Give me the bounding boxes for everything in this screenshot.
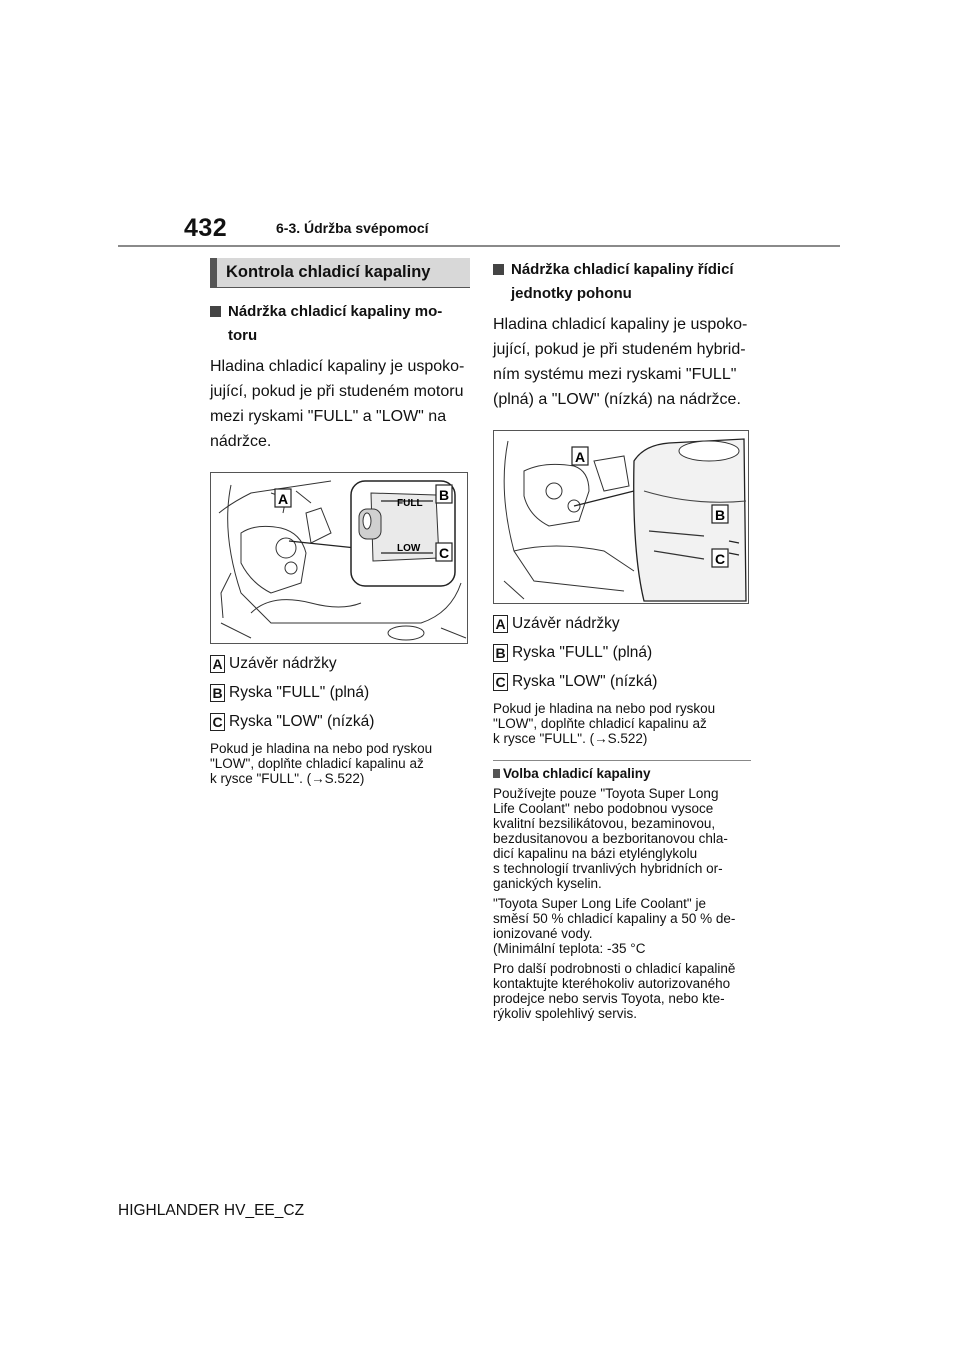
legend-item [210, 654, 470, 674]
callout-b: B [715, 507, 726, 523]
refill-note [493, 701, 751, 746]
legend-key: C [493, 673, 508, 691]
pcu-coolant-illustration [493, 430, 749, 604]
right-column [493, 258, 751, 1021]
callout-c: C [439, 545, 450, 561]
legend-text: Ryska "LOW" (nízká) [229, 713, 375, 730]
legend-key: B [493, 644, 508, 662]
legend-item [493, 643, 751, 663]
info-line: směsí 50 % chladicí kapaliny a 50 % de- [493, 911, 736, 926]
engine-coolant-body [210, 354, 470, 454]
callout-a: A [575, 449, 586, 465]
square-bullet-icon [493, 264, 504, 275]
callout-c: C [715, 551, 726, 567]
info-heading [493, 766, 751, 781]
note-line: "LOW", doplňte chladicí kapalinu až [210, 756, 424, 771]
body-line: mezi ryskami "FULL" a "LOW" na [210, 408, 447, 425]
engine-bay-drawing [211, 473, 467, 643]
body-line: jující, pokud je při studeném hybrid- [493, 341, 746, 358]
info-line: Life Coolant" nebo podobnou vysoce [493, 801, 714, 816]
legend-text: Uzávěr nádržky [229, 655, 337, 672]
pcu-coolant-subheading [493, 258, 751, 306]
body-line: nádržce. [210, 433, 272, 450]
legend-key: C [210, 713, 225, 731]
legend-item [493, 614, 751, 634]
pcu-coolant-body [493, 312, 751, 412]
info-paragraph [493, 961, 751, 1021]
note-line: Pokud je hladina na nebo pod ryskou [210, 741, 433, 756]
info-line: dicí kapalinu na bázi etylénglykolu [493, 846, 698, 861]
engine-coolant-illustration [210, 472, 468, 644]
subheading-line: Nádržka chladicí kapaliny mo- [228, 303, 443, 320]
body-line: ním systému mezi ryskami "FULL" [493, 366, 737, 383]
note-line: k rysce "FULL". (→S.522) [210, 771, 365, 786]
page-number: 432 [184, 214, 228, 242]
subheading-line: Nádržka chladicí kapaliny řídicí [511, 261, 734, 278]
body-line: jující, pokud je při studeném motoru [210, 383, 464, 400]
legend-text: Ryska "FULL" (plná) [512, 644, 653, 661]
legend-text: Ryska "LOW" (nízká) [512, 673, 658, 690]
legend-key: A [210, 655, 225, 673]
square-bullet-icon [210, 306, 221, 317]
callout-a: A [278, 491, 289, 507]
info-line: Pro další podrobnosti o chladicí kapalině [493, 961, 736, 976]
body-line: (plná) a "LOW" (nízká) na nádržce. [493, 391, 741, 408]
info-line: "Toyota Super Long Life Coolant" je [493, 896, 706, 911]
header-rule [118, 245, 840, 247]
body-line: Hladina chladicí kapaliny je uspoko- [210, 358, 465, 375]
info-line: ganických kyselin. [493, 876, 602, 891]
info-line: rýkoliv spolehlivý servis. [493, 1006, 638, 1021]
legend-text: Uzávěr nádržky [512, 615, 620, 632]
info-line: Používejte pouze "Toyota Super Long [493, 786, 719, 801]
info-paragraph [493, 896, 751, 956]
info-line: (Minimální teplota: -35 °C [493, 941, 646, 956]
info-line: kvalitní bezsilikátovou, bezaminovou, [493, 816, 716, 831]
callout-b: B [439, 487, 450, 503]
info-line: kontaktujte kteréhokoliv autorizovaného [493, 976, 731, 991]
note-line: "LOW", doplňte chladicí kapalinu až [493, 716, 707, 731]
low-mark-label: LOW [397, 543, 421, 554]
legend-item [210, 712, 470, 732]
subheading-line: toru [228, 327, 258, 344]
section-banner: Kontrola chladicí kapaliny [210, 258, 470, 288]
model-footer: HIGHLANDER HV_EE_CZ [118, 1202, 305, 1219]
engine-coolant-subheading [210, 300, 470, 348]
pcu-bay-drawing [494, 431, 748, 603]
note-line: k rysce "FULL". (→S.522) [493, 731, 648, 746]
info-line: s technologií trvanlivých hybridních or- [493, 861, 723, 876]
info-line: ionizované vody. [493, 926, 593, 941]
body-line: Hladina chladicí kapaliny je uspoko- [493, 316, 748, 333]
note-line: Pokud je hladina na nebo pod ryskou [493, 701, 716, 716]
legend-text: Ryska "FULL" (plná) [229, 684, 370, 701]
info-divider [493, 760, 751, 761]
legend-key: B [210, 684, 225, 702]
info-paragraph [493, 786, 751, 891]
section-title: 6-3. Údržba svépomocí [276, 220, 429, 236]
info-line: bezdusitanovou a bezboritanovou chla- [493, 831, 728, 846]
refill-note [210, 741, 470, 786]
square-bullet-icon [493, 769, 500, 778]
left-column [210, 258, 470, 786]
legend-item [493, 672, 751, 692]
info-line: prodejce nebo servis Toyota, nebo kte- [493, 991, 725, 1006]
info-heading-text: Volba chladicí kapaliny [503, 766, 651, 781]
legend-key: A [493, 615, 508, 633]
legend-item [210, 683, 470, 703]
full-mark-label: FULL [397, 498, 423, 509]
subheading-line: jednotky pohonu [511, 285, 632, 302]
